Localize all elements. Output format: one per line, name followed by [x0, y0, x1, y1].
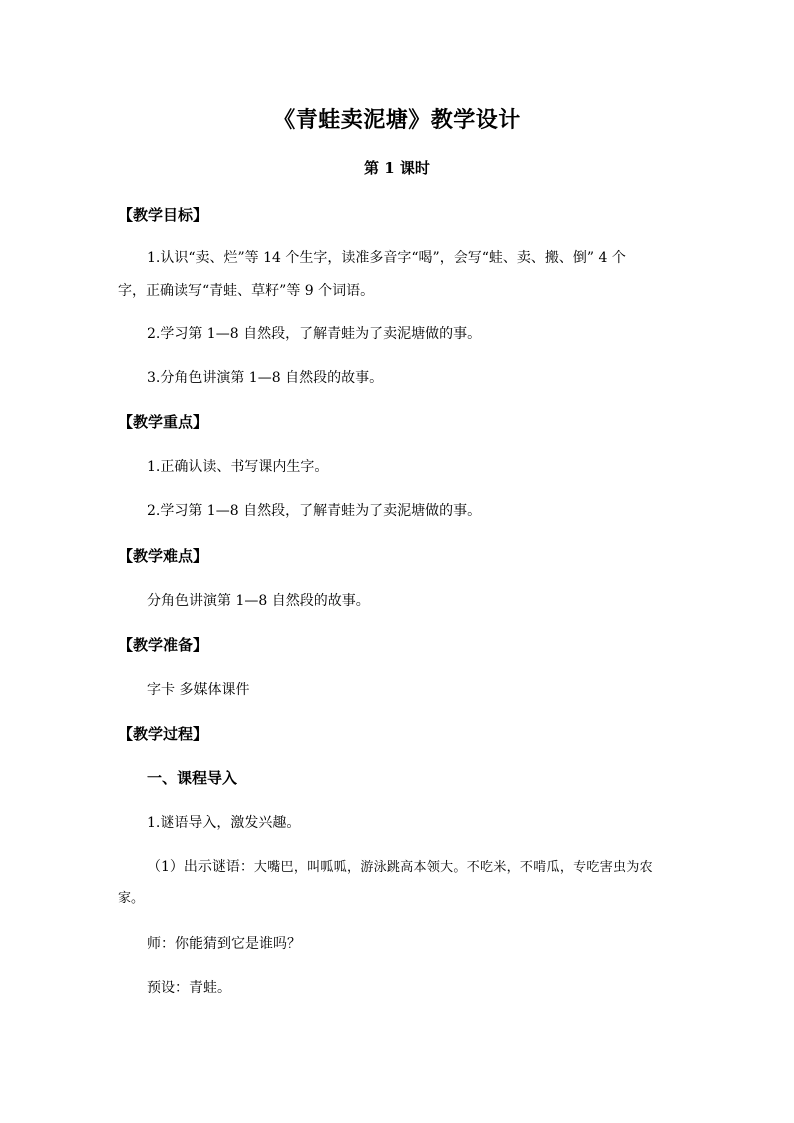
- heading-preparation: 【教学准备】: [118, 636, 209, 654]
- teacher-question: 师：你能猜到它是谁吗？: [147, 936, 301, 952]
- expected-answer: 预设：青蛙。: [147, 980, 231, 996]
- keypoint-1: 1.正确认读、书写课内生字。: [147, 459, 329, 475]
- keypoint-2: 2.学习第 1—8 自然段，了解青蛙为了卖泥塘做的事。: [147, 503, 482, 519]
- riddle-prefix: （1）出示谜语：: [147, 859, 254, 875]
- goal-1-line-1: 1.认识“卖、烂”等 14 个生字，读准多音字“喝”，会写“蛙、卖、搬、倒” 4 个: [147, 250, 626, 266]
- heading-goals: 【教学目标】: [118, 206, 209, 224]
- goal-2: 2.学习第 1—8 自然段，了解青蛙为了卖泥塘做的事。: [147, 326, 482, 342]
- step-1: 1.谜语导入，激发兴趣。: [147, 815, 301, 831]
- goal-1-line-2: 字，正确读写“青蛙、草籽”等 9 个词语。: [118, 283, 375, 299]
- section-course-intro: 一、课程导入: [147, 769, 238, 787]
- riddle-line-2: 家。: [118, 891, 145, 906]
- riddle-line-1: [147, 856, 653, 876]
- document-title: 《青蛙卖泥塘》教学设计: [273, 107, 521, 133]
- riddle-text: 大嘴巴，叫呱呱，游泳跳高本领大。不吃米，不啃瓜，专吃害虫为农: [253, 860, 653, 875]
- heading-keypoints: 【教学重点】: [118, 413, 209, 431]
- heading-difficulty: 【教学难点】: [118, 547, 209, 565]
- heading-process: 【教学过程】: [118, 725, 209, 743]
- lesson-period: 第 1 课时: [364, 159, 430, 177]
- goal-3: 3.分角色讲演第 1—8 自然段的故事。: [147, 370, 384, 386]
- preparation-items: 字卡 多媒体课件: [147, 682, 250, 698]
- difficulty-1: 分角色讲演第 1—8 自然段的故事。: [147, 593, 370, 609]
